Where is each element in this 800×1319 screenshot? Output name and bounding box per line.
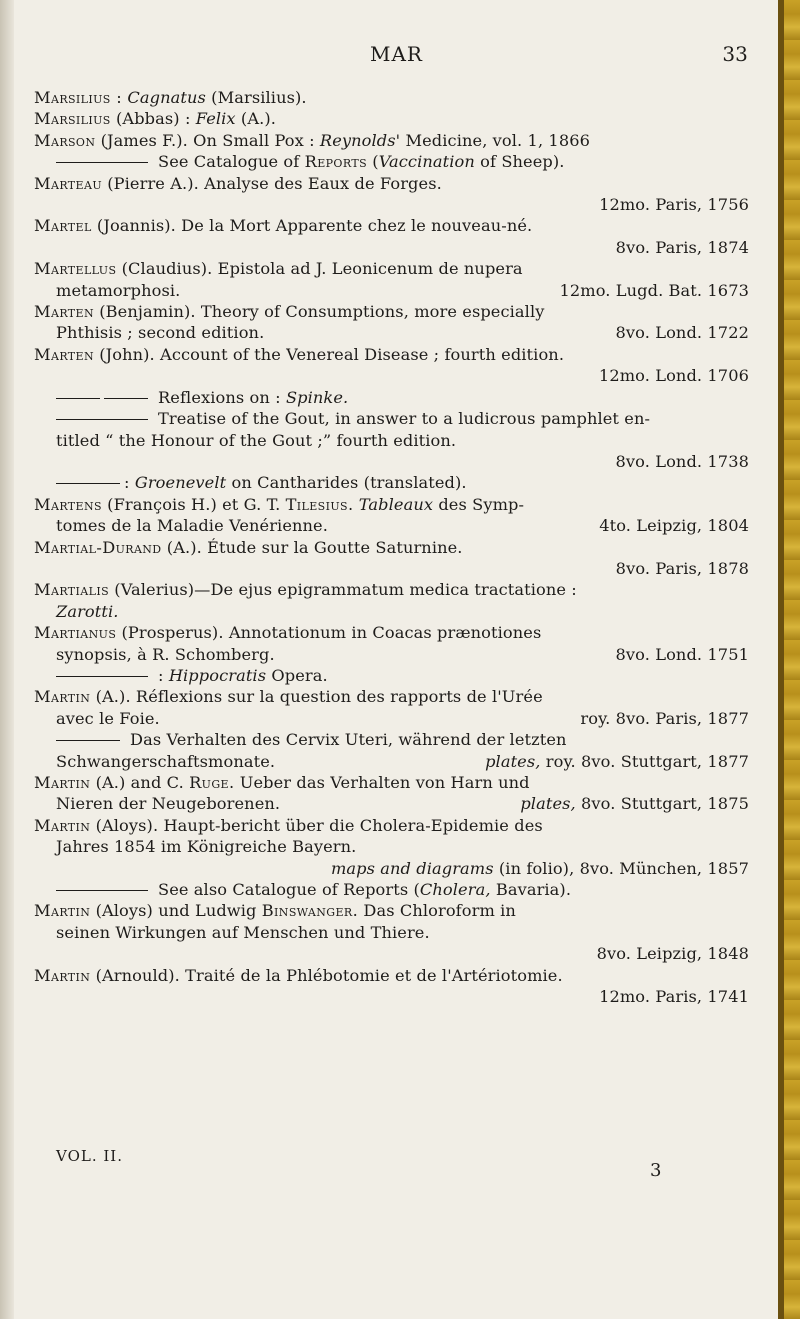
gilt-page-edge	[778, 0, 800, 1319]
entry-martin-see-also: See also Catalogue of Reports (Cholera, Bavaria).	[34, 879, 759, 900]
entry-martens: Martens (François H.) et G. T. Tilesius. Tableaux des Symp- tomes de la Maladie Venérienne. 4to. Leipzig, 1804	[34, 494, 749, 536]
entry-martin-binswanger: Martin (Aloys) und Ludwig Binswanger. Das Chloroform in seinen Wirkungen auf Menschen und Thiere. 8vo. Leipzig, 1848	[34, 900, 759, 964]
imprint: 4to. Leipzig, 1804	[599, 516, 749, 536]
entry-martin-a-cervix: Das Verhalten des Cervix Uteri, während der letzten Schwangerschaftsmonate. plates, roy. 8vo. Stuttgart, 1877	[56, 730, 749, 771]
signature-mark: 3	[650, 1160, 662, 1181]
entry-marten-treatise-gout: Treatise of the Gout, in answer to a ludicrous pamphlet en- titled “ the Honour of the Gout ;” fourth edition. 8vo. Lond. 1738	[34, 408, 759, 472]
ditto-rule	[56, 162, 148, 163]
entry-marson: Marson (James F.). On Small Pox : Reynolds' Medicine, vol. 1, 1866	[34, 130, 591, 150]
entry-marsilius-cagnatus: Marsilius : Cagnatus (Marsilius).	[34, 88, 307, 107]
imprint: 8vo. Paris, 1878	[615, 558, 749, 578]
entry-martel: Martel (Joannis). De la Mort Apparente chez le nouveau-né. 8vo. Paris, 1874	[34, 215, 759, 258]
entry-marten-john: Marten (John). Account of the Venereal Disease ; fourth edition. 12mo. Lond. 1706	[34, 344, 759, 387]
imprint: 8vo. Lond. 1722	[615, 323, 749, 343]
entry-marten-benjamin: Marten (Benjamin). Theory of Consumptions, more especially Phthisis ; second edition. 8vo. Lond. 1722	[34, 302, 749, 343]
entry-martin-ruge: Martin (A.) and C. Ruge. Ueber das Verhalten von Harn und Nieren der Neugeborenen. plates, 8vo. Stuttgart, 1875	[34, 773, 749, 814]
imprint: 8vo. Lond. 1751	[615, 644, 749, 664]
entry-martianus-hippocratis: : Hippocratis Opera.	[34, 665, 759, 686]
imprint: 8vo. Paris, 1874	[615, 237, 749, 257]
imprint: 12mo. Lugd. Bat. 1673	[559, 280, 749, 300]
bibliography-entries	[34, 87, 759, 1007]
imprint: roy. 8vo. Paris, 1877	[580, 708, 749, 728]
entry-marten-groenevelt: : Groenevelt on Cantharides (translated).	[34, 472, 759, 493]
imprint: 12mo. Paris, 1756	[599, 195, 749, 215]
imprint: 12mo. Paris, 1741	[599, 987, 749, 1007]
book-page	[22, 0, 774, 1319]
entry-martin-a-reflexions: Martin (A.). Réflexions sur la question des rapports de l'Urée avec le Foie. roy. 8vo. Paris, 1877	[34, 687, 749, 728]
book-gutter-shadow	[0, 0, 14, 1319]
page-footer	[22, 1146, 774, 1186]
entry-martial-durand: Martial-Durand (A.). Étude sur la Goutte Saturnine. 8vo. Paris, 1878	[34, 537, 759, 580]
imprint: 12mo. Lond. 1706	[598, 366, 749, 386]
entry-martialis: Martialis (Valerius)—De ejus epigrammatum medica tractatione : Zarotti.	[34, 580, 577, 621]
entry-martellus: Martellus (Claudius). Epistola ad J. Leonicenum de nupera metamorphosi. 12mo. Lugd. Bat. 1673	[34, 259, 749, 300]
imprint: 8vo. Leipzig, 1848	[596, 944, 749, 964]
entry-marten-reflexions: Reflexions on : Spinke.	[34, 387, 759, 408]
running-head	[22, 44, 774, 70]
entry-marsilius-abbas: Marsilius (Abbas) : Felix (A.).	[34, 109, 277, 129]
imprint: 8vo. Lond. 1738	[615, 451, 749, 471]
entry-martianus: Martianus (Prosperus). Annotationum in Coacas prænotiones synopsis, à R. Schomberg. 8vo. Lond. 1751	[34, 623, 749, 664]
running-head-title: MAR	[370, 42, 423, 66]
entry-marson-see-catalogue: See Catalogue of Reports (Vaccination of Sheep).	[34, 151, 759, 172]
entry-martin-aloys-cholera: Martin (Aloys). Haupt-bericht über die Cholera-Epidemie des Jahres 1854 im Königreiche Bayern. maps and diagrams (in folio), 8vo. München, 1857	[34, 815, 749, 878]
entry-martin-arnould: Martin (Arnould). Traité de la Phlébotomie et de l'Artériotomie. 12mo. Paris, 1741	[34, 965, 759, 1008]
page-number: 33	[722, 42, 748, 66]
volume-label: VOL. II.	[56, 1147, 123, 1165]
entry-marteau: Marteau (Pierre A.). Analyse des Eaux de Forges. 12mo. Paris, 1756	[34, 173, 759, 216]
